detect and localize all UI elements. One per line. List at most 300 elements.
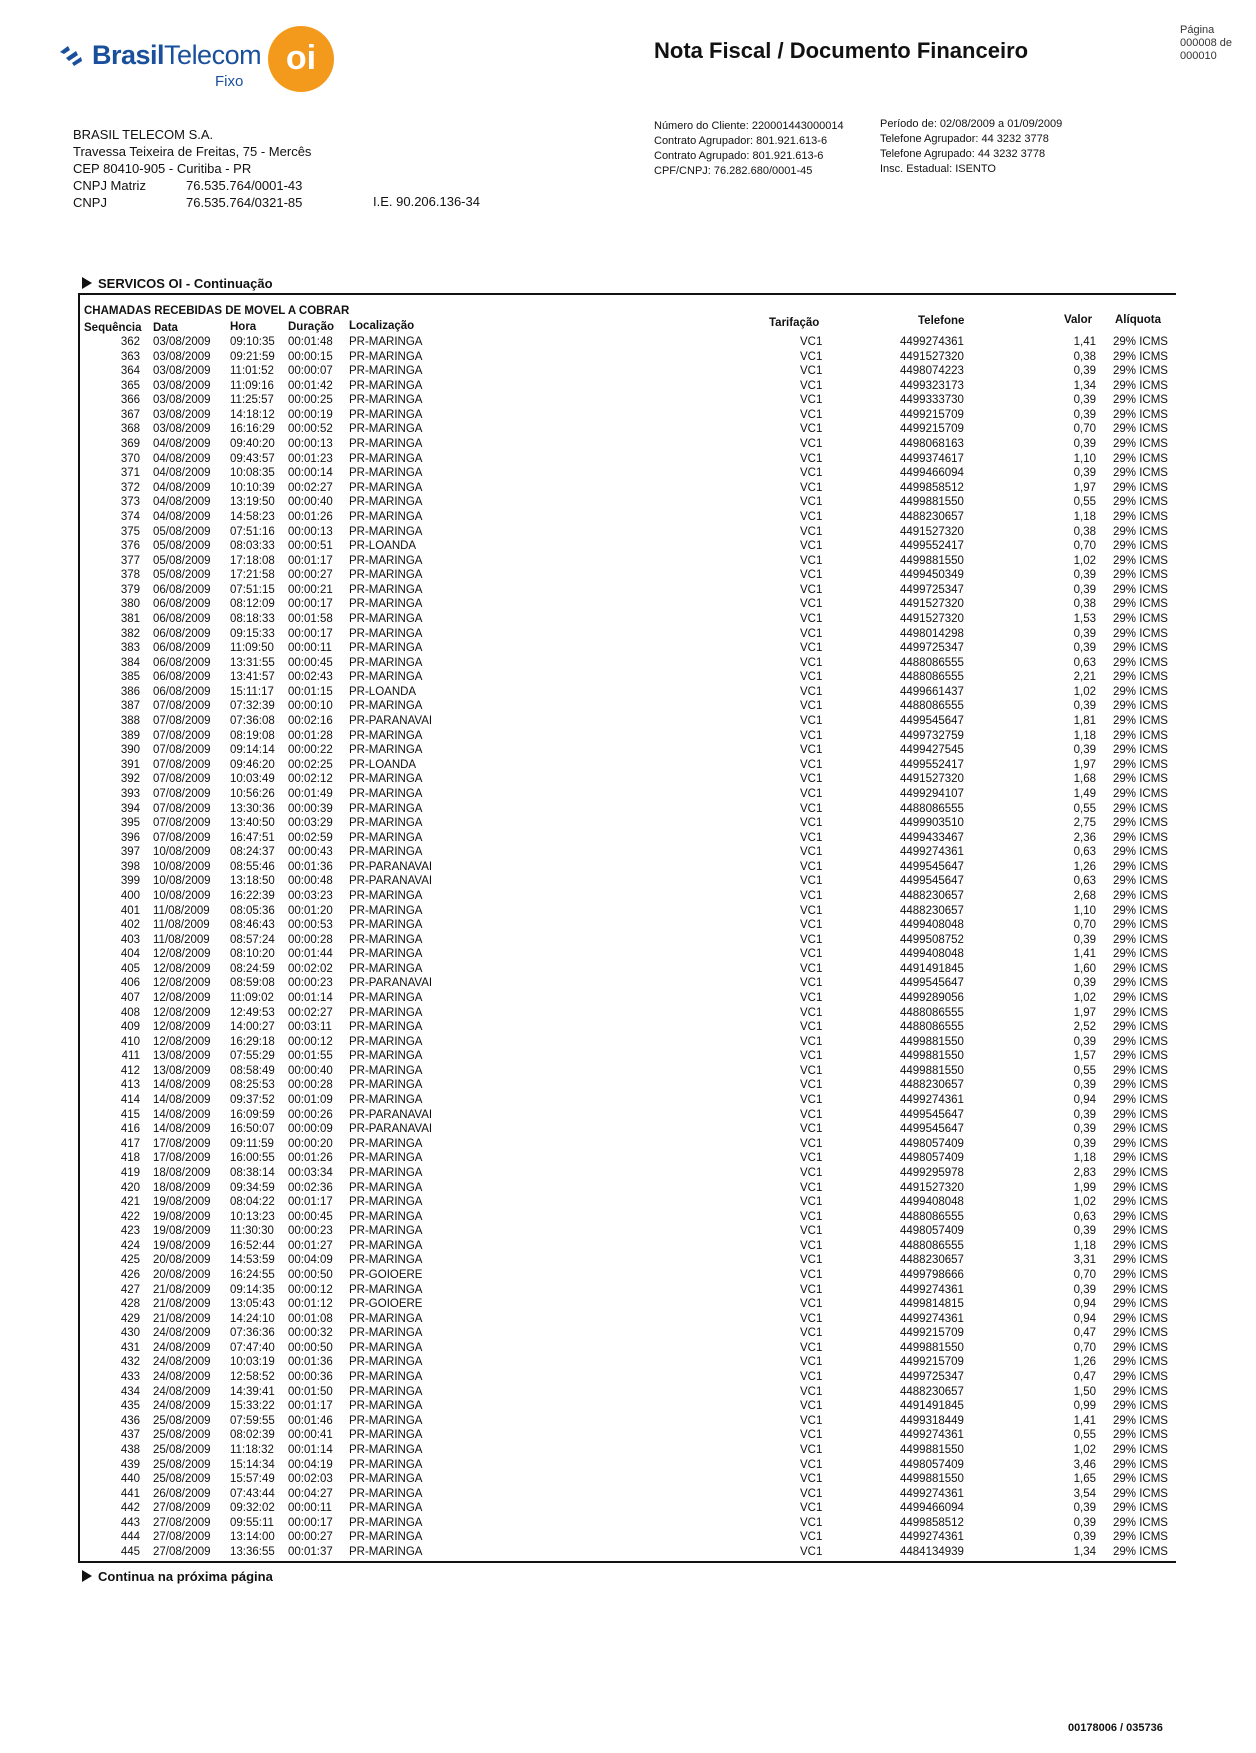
cell-rate: 29% ICMS — [1113, 627, 1168, 640]
cell-phone: 4499274361 — [900, 1283, 964, 1296]
cell-seq: 443 — [120, 1516, 140, 1529]
cell-time: 08:12:09 — [230, 598, 275, 611]
cell-date: 24/08/2009 — [153, 1356, 211, 1369]
table-row — [0, 1224, 1256, 1239]
table-row — [0, 422, 1256, 437]
cell-rate: 29% ICMS — [1113, 1021, 1168, 1034]
cell-phone: 4499433467 — [900, 831, 964, 844]
cell-rate: 29% ICMS — [1113, 452, 1168, 465]
cell-time: 11:30:30 — [230, 1225, 274, 1238]
cell-date: 26/08/2009 — [153, 1487, 211, 1500]
cell-seq: 426 — [120, 1269, 140, 1281]
cell-phone: 4491527320 — [900, 598, 964, 611]
cell-date: 07/08/2009 — [153, 758, 211, 771]
cell-tariff: VC1 — [800, 1545, 823, 1558]
cell-location: PR-MARINGA — [349, 1341, 423, 1354]
col-header-data: Data — [153, 322, 178, 334]
cell-rate: 29% ICMS — [1113, 875, 1168, 888]
cell-date: 07/08/2009 — [153, 773, 211, 786]
cell-tariff: VC1 — [800, 1473, 823, 1486]
cell-location: PR-GOIOERE — [349, 1269, 423, 1281]
cell-phone: 4499318449 — [900, 1414, 964, 1427]
cell-duration: 00:00:32 — [288, 1327, 333, 1340]
cell-value: 0,39 — [1073, 933, 1096, 946]
cell-duration: 00:01:15 — [288, 685, 333, 698]
cell-location: PR-MARINGA — [349, 1239, 423, 1252]
cell-phone: 4491527320 — [900, 525, 964, 538]
cell-seq: 392 — [120, 773, 140, 786]
cell-phone: 4498057409 — [900, 1137, 964, 1150]
cell-location: PR-MARINGA — [349, 1545, 423, 1558]
cell-value: 0,94 — [1073, 1298, 1096, 1311]
cell-tariff: VC1 — [800, 1152, 823, 1165]
cell-time: 10:03:19 — [230, 1356, 275, 1369]
cell-value: 2,21 — [1073, 671, 1096, 684]
table-row — [0, 568, 1256, 583]
cell-tariff: VC1 — [800, 1371, 823, 1384]
table-row — [0, 685, 1256, 700]
cell-duration: 00:01:27 — [288, 1239, 333, 1252]
table-row — [0, 1181, 1256, 1196]
cell-location: PR-MARINGA — [349, 467, 423, 480]
cell-location: PR-MARINGA — [349, 394, 423, 407]
cell-rate: 29% ICMS — [1113, 408, 1168, 421]
cell-duration: 00:03:29 — [288, 817, 333, 830]
cell-seq: 427 — [120, 1283, 140, 1296]
cell-value: 0,39 — [1073, 1531, 1096, 1544]
table-row — [0, 947, 1256, 962]
cell-time: 08:55:46 — [230, 860, 275, 873]
cell-phone: 4484134939 — [900, 1545, 964, 1558]
table-row — [0, 437, 1256, 452]
cell-time: 11:18:32 — [230, 1443, 274, 1456]
cell-tariff: VC1 — [800, 1356, 823, 1369]
cell-duration: 00:02:16 — [288, 715, 333, 728]
cell-location: PR-LOANDA — [349, 685, 417, 698]
cell-location: PR-MARINGA — [349, 379, 423, 392]
cell-rate: 29% ICMS — [1113, 948, 1168, 961]
cell-location: PR-PARANAVAI — [349, 875, 433, 888]
cell-location: PR-GOIOERE — [349, 1298, 423, 1311]
cell-location: PR-MARINGA — [349, 1166, 423, 1179]
cell-rate: 29% ICMS — [1113, 1327, 1168, 1340]
cell-phone: 4498068163 — [900, 438, 964, 451]
cell-time: 09:11:59 — [230, 1137, 274, 1150]
cell-phone: 4499215709 — [900, 423, 964, 436]
cell-phone: 4499408048 — [900, 1196, 964, 1209]
cell-time: 17:21:58 — [230, 569, 275, 582]
cell-phone: 4488230657 — [900, 1254, 964, 1267]
cell-location: PR-MARINGA — [349, 1312, 423, 1325]
cell-date: 03/08/2009 — [153, 408, 211, 421]
cell-duration: 00:01:44 — [288, 948, 333, 961]
cell-value: 1,81 — [1073, 715, 1096, 728]
cell-rate: 29% ICMS — [1113, 1035, 1168, 1048]
cell-phone: 4499725347 — [900, 583, 964, 596]
cell-phone: 4498074223 — [900, 365, 964, 378]
cell-duration: 00:01:26 — [288, 510, 333, 523]
cell-date: 12/08/2009 — [153, 948, 211, 961]
cell-date: 04/08/2009 — [153, 467, 211, 480]
cell-value: 0,39 — [1073, 1079, 1096, 1092]
cell-value: 1,26 — [1073, 860, 1096, 873]
cell-value: 0,70 — [1073, 1341, 1096, 1354]
cell-duration: 00:00:28 — [288, 1079, 333, 1092]
cell-date: 12/08/2009 — [153, 1006, 211, 1019]
cell-seq: 424 — [120, 1239, 140, 1252]
cell-rate: 29% ICMS — [1113, 438, 1168, 451]
cell-date: 14/08/2009 — [153, 1108, 211, 1121]
cell-tariff: VC1 — [800, 569, 823, 582]
cell-time: 09:46:20 — [230, 758, 275, 771]
cell-tariff: VC1 — [800, 554, 823, 567]
cell-value: 1,99 — [1073, 1181, 1096, 1194]
cell-time: 07:43:44 — [230, 1487, 275, 1500]
cell-seq: 391 — [120, 758, 140, 771]
cell-tariff: VC1 — [800, 933, 823, 946]
cell-date: 05/08/2009 — [153, 569, 211, 582]
cell-time: 09:32:02 — [230, 1502, 275, 1515]
cell-value: 0,70 — [1073, 423, 1096, 436]
cell-date: 13/08/2009 — [153, 1064, 211, 1077]
cell-tariff: VC1 — [800, 1283, 823, 1296]
cell-rate: 29% ICMS — [1113, 817, 1168, 830]
table-row — [0, 495, 1256, 510]
cell-phone: 4499545647 — [900, 875, 964, 888]
cell-phone: 4488086555 — [900, 1210, 964, 1223]
cell-tariff: VC1 — [800, 875, 823, 888]
cell-value: 0,39 — [1073, 642, 1096, 655]
cell-date: 12/08/2009 — [153, 977, 211, 990]
cell-value: 0,39 — [1073, 1108, 1096, 1121]
cell-time: 13:36:55 — [230, 1545, 275, 1558]
table-row — [0, 1239, 1256, 1254]
table-row — [0, 889, 1256, 904]
cell-duration: 00:00:09 — [288, 1123, 333, 1136]
cell-seq: 370 — [120, 452, 140, 465]
cell-tariff: VC1 — [800, 1108, 823, 1121]
cell-seq: 423 — [120, 1225, 140, 1238]
cell-tariff: VC1 — [800, 1181, 823, 1194]
cell-time: 16:24:55 — [230, 1269, 275, 1281]
cell-phone: 4499732759 — [900, 729, 964, 742]
cell-seq: 417 — [120, 1137, 140, 1150]
cell-time: 15:14:34 — [230, 1458, 275, 1471]
company-info — [73, 126, 311, 211]
cell-phone: 4499427545 — [900, 744, 964, 757]
cell-date: 20/08/2009 — [153, 1254, 211, 1267]
cell-location: PR-PARANAVAI — [349, 1108, 433, 1121]
cell-tariff: VC1 — [800, 1210, 823, 1223]
cell-value: 1,41 — [1073, 1414, 1096, 1427]
cell-phone: 4488086555 — [900, 1239, 964, 1252]
cell-tariff: VC1 — [800, 583, 823, 596]
cell-date: 21/08/2009 — [153, 1312, 211, 1325]
table-row — [0, 1093, 1256, 1108]
cell-date: 07/08/2009 — [153, 715, 211, 728]
table-row — [0, 1049, 1256, 1064]
cell-time: 13:30:36 — [230, 802, 275, 815]
cell-phone: 4491527320 — [900, 350, 964, 363]
cell-date: 13/08/2009 — [153, 1050, 211, 1063]
triangle-icon — [82, 1570, 92, 1582]
cell-seq: 411 — [121, 1050, 140, 1063]
cell-value: 0,63 — [1073, 846, 1096, 859]
cell-seq: 431 — [120, 1341, 140, 1354]
cell-time: 14:00:27 — [230, 1021, 275, 1034]
cell-seq: 366 — [120, 394, 140, 407]
cell-phone: 4499858512 — [900, 1516, 964, 1529]
cell-tariff: VC1 — [800, 1021, 823, 1034]
cell-date: 05/08/2009 — [153, 554, 211, 567]
cell-tariff: VC1 — [800, 598, 823, 611]
cell-duration: 00:00:17 — [288, 627, 333, 640]
col-header-hora: Hora — [230, 321, 257, 333]
cell-phone: 4491527320 — [900, 612, 964, 625]
cell-value: 0,38 — [1073, 525, 1096, 538]
cell-tariff: VC1 — [800, 408, 823, 421]
cell-value: 0,70 — [1073, 540, 1096, 553]
cell-rate: 29% ICMS — [1113, 1108, 1168, 1121]
cell-rate: 29% ICMS — [1113, 1502, 1168, 1515]
table-row — [0, 918, 1256, 933]
cell-seq: 396 — [120, 831, 140, 844]
cell-duration: 00:00:13 — [288, 525, 333, 538]
cell-seq: 418 — [120, 1152, 140, 1165]
cell-date: 17/08/2009 — [153, 1137, 211, 1150]
cell-value: 0,70 — [1073, 919, 1096, 932]
cell-location: PR-MARINGA — [349, 656, 423, 669]
cell-duration: 00:00:15 — [288, 350, 333, 363]
cell-time: 09:55:11 — [230, 1516, 274, 1529]
cell-duration: 00:00:50 — [288, 1269, 333, 1281]
cell-location: PR-MARINGA — [349, 350, 423, 363]
cell-rate: 29% ICMS — [1113, 1385, 1168, 1398]
cell-phone: 4488230657 — [900, 889, 964, 902]
cell-duration: 00:00:07 — [288, 365, 333, 378]
table-row — [0, 991, 1256, 1006]
cell-tariff: VC1 — [800, 1239, 823, 1252]
cell-rate: 29% ICMS — [1113, 1123, 1168, 1136]
cell-duration: 00:02:02 — [288, 962, 333, 975]
cell-location: PR-MARINGA — [349, 700, 423, 713]
cell-tariff: VC1 — [800, 1327, 823, 1340]
cell-phone: 4498014298 — [900, 627, 964, 640]
cell-seq: 398 — [120, 860, 140, 873]
cell-rate: 29% ICMS — [1113, 962, 1168, 975]
cell-time: 08:58:49 — [230, 1064, 275, 1077]
cell-value: 3,31 — [1073, 1254, 1096, 1267]
cell-rate: 29% ICMS — [1113, 1181, 1168, 1194]
cell-location: PR-MARINGA — [349, 744, 423, 757]
cell-location: PR-MARINGA — [349, 438, 423, 451]
cell-tariff: VC1 — [800, 350, 823, 363]
cell-duration: 00:00:12 — [288, 1035, 333, 1048]
cell-date: 14/08/2009 — [153, 1079, 211, 1092]
cell-duration: 00:00:11 — [288, 1502, 332, 1515]
company-cep: CEP 80410-905 - Curitiba - PR — [73, 161, 252, 176]
cell-rate: 29% ICMS — [1113, 1079, 1168, 1092]
cell-tariff: VC1 — [800, 1064, 823, 1077]
cell-value: 1,60 — [1073, 962, 1096, 975]
cell-location: PR-MARINGA — [349, 729, 423, 742]
cell-time: 13:40:50 — [230, 817, 275, 830]
cell-value: 0,39 — [1073, 1137, 1096, 1150]
cell-phone: 4499274361 — [900, 1531, 964, 1544]
cell-rate: 29% ICMS — [1113, 350, 1168, 363]
cell-time: 14:18:12 — [230, 408, 275, 421]
cell-location: PR-MARINGA — [349, 598, 423, 611]
cell-date: 24/08/2009 — [153, 1400, 211, 1413]
cell-value: 0,63 — [1073, 656, 1096, 669]
cell-tariff: VC1 — [800, 715, 823, 728]
cell-phone: 4499545647 — [900, 1108, 964, 1121]
cell-tariff: VC1 — [800, 1269, 823, 1281]
table-row — [0, 1414, 1256, 1429]
cell-phone: 4499881550 — [900, 1473, 964, 1486]
table-row — [0, 452, 1256, 467]
table-row — [0, 379, 1256, 394]
cell-seq: 389 — [120, 729, 140, 742]
cell-duration: 00:01:09 — [288, 1094, 333, 1107]
cell-location: PR-MARINGA — [349, 569, 423, 582]
cell-date: 27/08/2009 — [153, 1516, 211, 1529]
cell-rate: 29% ICMS — [1113, 977, 1168, 990]
cell-duration: 00:01:58 — [288, 612, 333, 625]
cell-seq: 362 — [120, 336, 140, 348]
cell-tariff: VC1 — [800, 831, 823, 844]
cell-duration: 00:00:43 — [288, 846, 333, 859]
cell-value: 2,52 — [1073, 1021, 1096, 1034]
cell-duration: 00:00:48 — [288, 875, 333, 888]
cell-date: 04/08/2009 — [153, 510, 211, 523]
cell-rate: 29% ICMS — [1113, 583, 1168, 596]
cell-tariff: VC1 — [800, 1137, 823, 1150]
cell-date: 05/08/2009 — [153, 540, 211, 553]
table-row — [0, 641, 1256, 656]
cell-seq: 419 — [120, 1166, 140, 1179]
cell-duration: 00:00:21 — [288, 583, 333, 596]
cell-phone: 4499881550 — [900, 554, 964, 567]
cell-tariff: VC1 — [800, 802, 823, 815]
cell-tariff: VC1 — [800, 1414, 823, 1427]
cell-rate: 29% ICMS — [1113, 773, 1168, 786]
cell-rate: 29% ICMS — [1113, 1210, 1168, 1223]
cell-value: 0,39 — [1073, 700, 1096, 713]
cell-duration: 00:04:09 — [288, 1254, 333, 1267]
cnpj-matriz-row — [73, 177, 311, 194]
cell-phone: 4499274361 — [900, 1487, 964, 1500]
cell-duration: 00:03:11 — [288, 1021, 332, 1034]
cell-time: 15:11:17 — [230, 685, 274, 698]
cell-date: 19/08/2009 — [153, 1239, 211, 1252]
cell-date: 03/08/2009 — [153, 336, 211, 348]
cell-location: PR-MARINGA — [349, 1021, 423, 1034]
cell-tariff: VC1 — [800, 612, 823, 625]
cell-date: 07/08/2009 — [153, 729, 211, 742]
cell-phone: 4499545647 — [900, 715, 964, 728]
cell-tariff: VC1 — [800, 1035, 823, 1048]
cell-date: 11/08/2009 — [153, 933, 210, 946]
cell-rate: 29% ICMS — [1113, 787, 1168, 800]
cell-time: 08:10:20 — [230, 948, 275, 961]
cell-location: PR-MARINGA — [349, 1414, 423, 1427]
cell-value: 1,26 — [1073, 1356, 1096, 1369]
cell-seq: 367 — [120, 408, 140, 421]
cell-phone: 4488086555 — [900, 656, 964, 669]
cell-rate: 29% ICMS — [1113, 496, 1168, 509]
cell-duration: 00:02:25 — [288, 758, 333, 771]
cell-seq: 364 — [120, 365, 140, 378]
cell-rate: 29% ICMS — [1113, 1196, 1168, 1209]
cell-duration: 00:02:03 — [288, 1473, 333, 1486]
cell-rate: 29% ICMS — [1113, 1239, 1168, 1252]
table-row — [0, 583, 1256, 598]
cell-rate: 29% ICMS — [1113, 642, 1168, 655]
cell-tariff: VC1 — [800, 671, 823, 684]
cell-seq: 386 — [120, 685, 140, 698]
cell-duration: 00:00:26 — [288, 1108, 333, 1121]
cell-tariff: VC1 — [800, 1166, 823, 1179]
col-header-valor: Valor — [1064, 314, 1093, 326]
cell-seq: 439 — [120, 1458, 140, 1471]
cell-date: 17/08/2009 — [153, 1152, 211, 1165]
cell-rate: 29% ICMS — [1113, 889, 1168, 902]
brasil-telecom-mark-icon — [58, 42, 84, 68]
cnpj-row — [73, 194, 311, 211]
cell-tariff: VC1 — [800, 336, 823, 348]
cell-duration: 00:01:48 — [288, 336, 333, 348]
cell-rate: 29% ICMS — [1113, 846, 1168, 859]
cell-location: PR-MARINGA — [349, 1473, 423, 1486]
cell-location: PR-MARINGA — [349, 1210, 423, 1223]
cell-seq: 387 — [120, 700, 140, 713]
cell-phone: 4499725347 — [900, 1371, 964, 1384]
cell-seq: 365 — [120, 379, 140, 392]
cell-date: 27/08/2009 — [153, 1545, 211, 1558]
cell-date: 10/08/2009 — [153, 860, 211, 873]
page-total: 000010 — [1180, 50, 1217, 62]
cell-phone: 4491527320 — [900, 773, 964, 786]
cell-tariff: VC1 — [800, 627, 823, 640]
table-row — [0, 845, 1256, 860]
cell-seq: 394 — [120, 802, 140, 815]
table-row — [0, 1487, 1256, 1502]
cell-tariff: VC1 — [800, 379, 823, 392]
table-row — [0, 962, 1256, 977]
cell-date: 06/08/2009 — [153, 642, 211, 655]
cell-location: PR-MARINGA — [349, 612, 423, 625]
cell-value: 1,65 — [1073, 1473, 1096, 1486]
cell-time: 09:10:35 — [230, 336, 275, 348]
cell-time: 07:36:08 — [230, 715, 275, 728]
cell-location: PR-MARINGA — [349, 481, 423, 494]
cell-time: 08:04:22 — [230, 1196, 275, 1209]
cell-tariff: VC1 — [800, 1341, 823, 1354]
cell-seq: 388 — [120, 715, 140, 728]
cell-duration: 00:00:25 — [288, 394, 333, 407]
col-header-seq: Sequência — [84, 322, 142, 334]
cell-value: 0,39 — [1073, 365, 1096, 378]
cell-duration: 00:04:27 — [288, 1487, 333, 1500]
cell-duration: 00:00:27 — [288, 569, 333, 582]
subsection-title: CHAMADAS RECEBIDAS DE MOVEL A COBRAR — [84, 305, 350, 317]
cell-location: PR-MARINGA — [349, 583, 423, 596]
cell-time: 13:14:00 — [230, 1531, 275, 1544]
table-row — [0, 1312, 1256, 1327]
cell-time: 10:03:49 — [230, 773, 275, 786]
cell-phone: 4499552417 — [900, 758, 964, 771]
